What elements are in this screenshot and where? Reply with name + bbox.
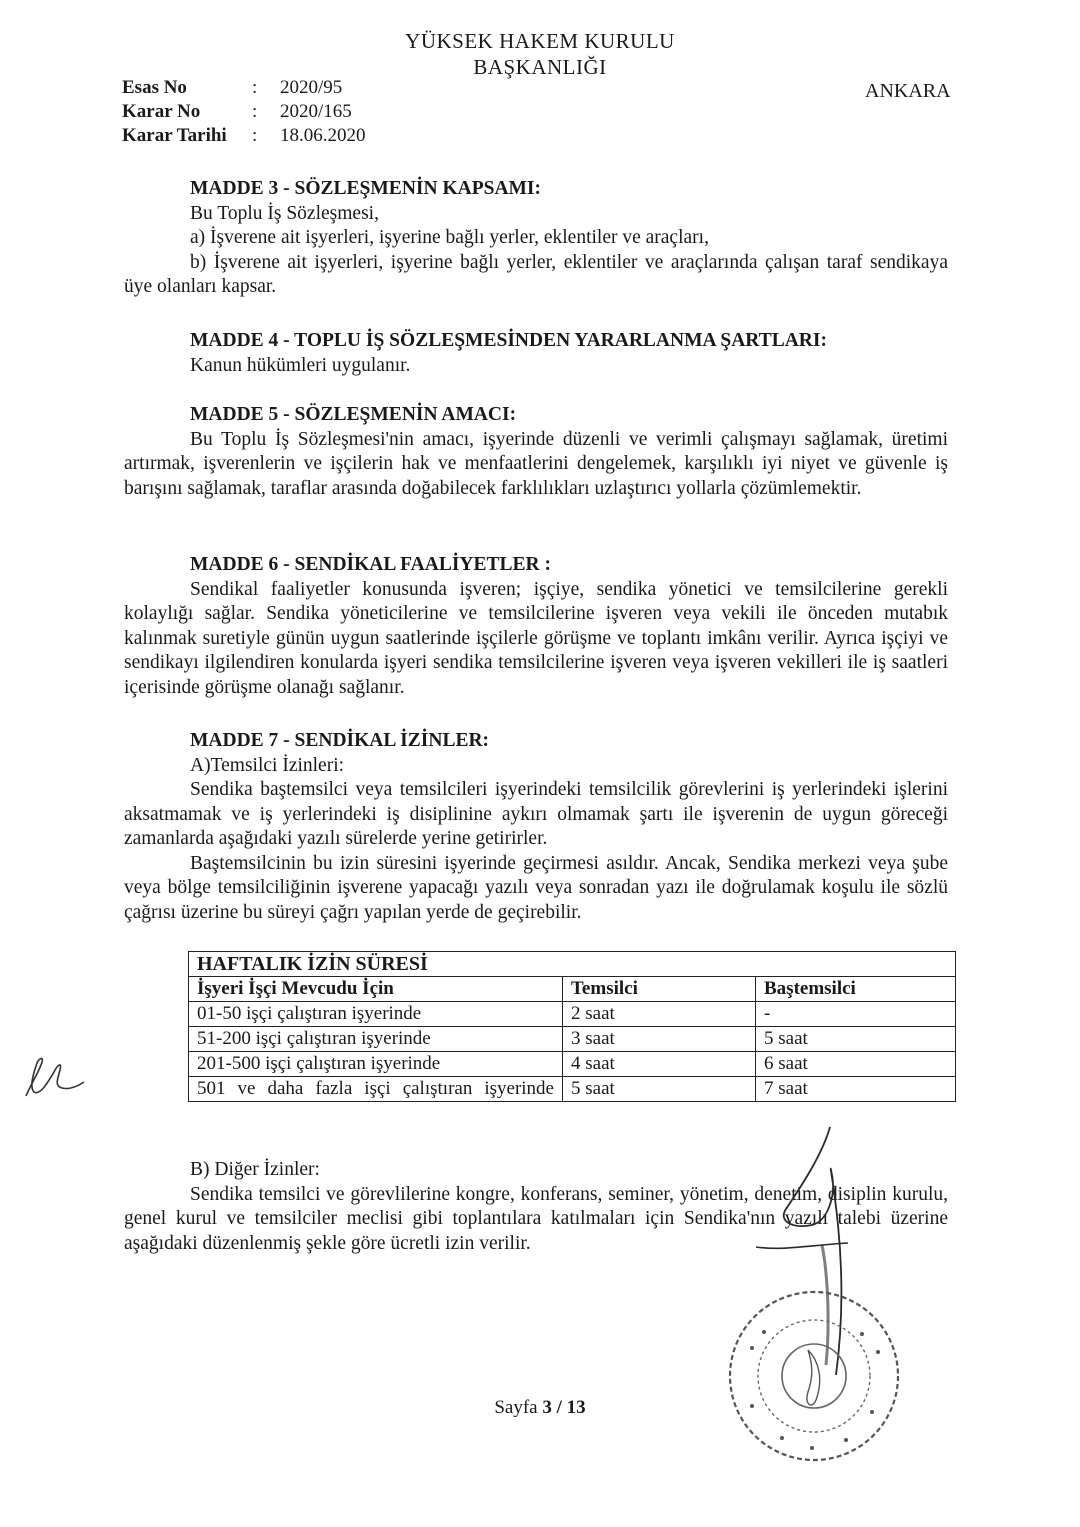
- table-cell: 51-200 işçi çalıştıran işyerinde: [189, 1027, 563, 1052]
- madde-3-item-b: b) İşverene ait işyerleri, işyerine bağlı yerler, eklentiler ve araçlarında çalışan taraf sendikaya üye olanları kapsar.: [124, 251, 948, 297]
- page-separator: /: [556, 1397, 562, 1418]
- meta-row-esas: Esas No : 2020/95: [122, 77, 343, 98]
- table-cell: 3 saat: [563, 1027, 756, 1052]
- page-number: [0, 1397, 1080, 1419]
- madde-3-intro: Bu Toplu İş Sözleşmesi,: [190, 202, 379, 224]
- madde-7-sub-b: B) Diğer İzinler:: [190, 1159, 320, 1180]
- madde-3: [124, 177, 948, 300]
- madde-7-sub-a: A)Temsilci İzinleri:: [190, 754, 345, 776]
- madde-7: [124, 729, 948, 925]
- madde-4-body: Kanun hükümleri uygulanır.: [190, 354, 411, 376]
- izin-table: [188, 951, 956, 1102]
- madde-6: [124, 553, 948, 700]
- official-stamp: [712, 1288, 912, 1466]
- madde-7-para-1: Sendika baştemsilci veya temsilcileri işyerindeki temsilcilik görevlerini iş yerlerindeki işlerini aksatmamak ve iş yerlerindeki iş disiplinine aykırı olmamak şartı ile işverenin de uygun göreceği zamanlarda aşağıdaki yazılı sürelerde yerine getirirler.: [124, 779, 948, 849]
- meta-label: Karar No: [122, 101, 201, 122]
- madde-3-item-a: a) İşverene ait işyerleri, işyerine bağlı yerler, eklentiler ve araçları,: [190, 227, 709, 248]
- case-meta: [122, 76, 366, 148]
- table-cell: 5 saat: [563, 1077, 756, 1102]
- table-header: İşyeri İşçi Mevcudu İçin: [189, 977, 563, 1002]
- table-row: [189, 1052, 956, 1077]
- meta-row-karar: Karar No : 2020/165: [122, 101, 352, 122]
- institution-title: [300, 28, 780, 80]
- madde-3-heading: MADDE 3 - SÖZLEŞMENİN KAPSAMI:: [190, 178, 542, 199]
- table-title: HAFTALIK İZİN SÜRESİ: [189, 952, 956, 977]
- table-cell: 201-500 işçi çalıştıran işyerinde: [189, 1052, 563, 1077]
- madde-4-heading: MADDE 4 - TOPLU İŞ SÖZLEŞMESİNDEN YARARLANMA ŞARTLARI:: [190, 330, 827, 351]
- page-current: 3: [542, 1397, 552, 1418]
- page-label: Sayfa: [494, 1397, 538, 1418]
- table-header-row: [189, 977, 956, 1002]
- table-title-row: [189, 952, 956, 977]
- table-row: [189, 1027, 956, 1052]
- table-row: [189, 1077, 956, 1102]
- table-cell: 2 saat: [563, 1002, 756, 1027]
- table-cell: 01-50 işçi çalıştıran işyerinde: [189, 1002, 563, 1027]
- table-header: Baştemsilci: [756, 977, 956, 1002]
- table-cell: -: [756, 1002, 956, 1027]
- madde-7-heading: MADDE 7 - SENDİKAL İZİNLER:: [190, 730, 490, 751]
- institution-title-line2: BAŞKANLIĞI: [473, 55, 607, 79]
- table-cell: 501 ve daha fazla işçi çalıştıran işyerinde: [189, 1077, 563, 1102]
- madde-5-heading: MADDE 5 - SÖZLEŞMENİN AMACI:: [190, 404, 517, 425]
- table-cell: 7 saat: [756, 1077, 956, 1102]
- madde-5-body: Bu Toplu İş Sözleşmesi'nin amacı, işyerinde düzenli ve verimli çalışmayı sağlamak, üretimi artırmak, işverenlerin ve işçilerin hak ve menfaatlerini dengelemek, karşılıklı iyi niyet ve güvenle iş barışını sağlamak, taraflar arasında doğabilecek farklılıkları uzlaştırıcı yollarla çözümlemektir.: [124, 428, 948, 499]
- madde-4: [124, 329, 948, 378]
- madde-6-body: Sendikal faaliyetler konusunda işveren; işçiye, sendika yönetici ve temsilcilerine gerekli kolaylığı sağlar. Sendika yöneticilerine ve temsilcilerine işveren veya vekili ile önceden mutabık kalınmak suretiyle günün uygun saatlerinde işçilerle görüşme ve toplantı imkânı verilir. Ayrıca işçiyi ve sendikayı ilgilendiren konularda işyeri sendika temsilcilerine işveren veya işveren vekilleri ile iş saatleri içerisinde görüşme olanağı sağlanır.: [124, 578, 948, 698]
- meta-value: 18.06.2020: [280, 125, 366, 146]
- city: ANKARA: [865, 80, 951, 102]
- page-total: 13: [566, 1397, 586, 1418]
- madde-6-heading: MADDE 6 - SENDİKAL FAALİYETLER :: [190, 554, 551, 575]
- madde-7-para-3: Sendika temsilci ve görevlilerine kongre, konferans, seminer, yönetim, denetim, disiplin kurulu, genel kurul ve temsilciler meclisi gibi toplantılara katılmaları için Sendika'nın yazılı talebi üzerine aşağıdaki düzenlenmiş şekle göre ücretli izin verilir.: [124, 1183, 948, 1254]
- meta-label: Karar Tarihi: [122, 125, 227, 146]
- meta-value: 2020/165: [280, 101, 352, 122]
- meta-row-tarih: Karar Tarihi : 18.06.2020: [122, 125, 366, 146]
- meta-label: Esas No: [122, 77, 187, 98]
- madde-5: [124, 403, 948, 501]
- institution-title-line1: YÜKSEK HAKEM KURULU: [405, 29, 675, 53]
- table-cell: 4 saat: [563, 1052, 756, 1077]
- meta-value: 2020/95: [280, 77, 343, 98]
- table-row: [189, 1002, 956, 1027]
- table-cell: 5 saat: [756, 1027, 956, 1052]
- madde-7-para-2: Baştemsilcinin bu izin süresini işyerinde geçirmesi asıldır. Ancak, Sendika merkezi veya şube veya bölge temsilciliğinin işverene yapacağı yazılı veya sonradan yazı ile doğrulamak koşulu ile sözlü çağrısı üzerine bu süreyi çağrı yapılan yerde de geçirebilir.: [124, 852, 948, 923]
- initials-signature: [18, 1052, 90, 1104]
- table-cell: 6 saat: [756, 1052, 956, 1077]
- table-header: Temsilci: [563, 977, 756, 1002]
